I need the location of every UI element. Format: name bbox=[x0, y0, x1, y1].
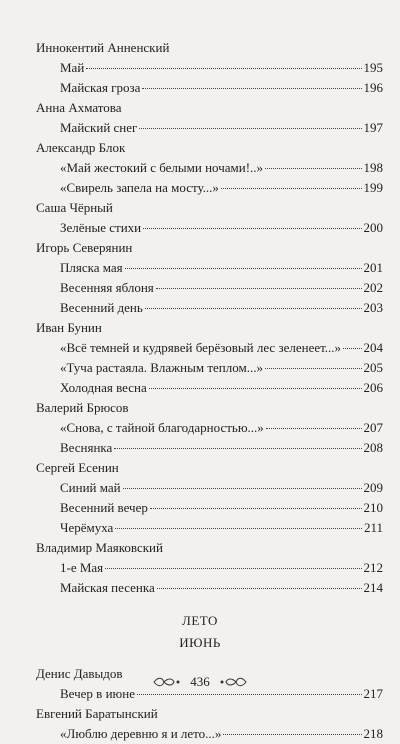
toc-entry[interactable] bbox=[0, 338, 400, 358]
section-heading: ЛЕТО bbox=[182, 613, 218, 628]
toc-entry[interactable] bbox=[0, 58, 400, 78]
dot-leader bbox=[266, 428, 362, 429]
toc-entry[interactable] bbox=[0, 478, 400, 498]
author-name: Валерий Брюсов bbox=[36, 400, 129, 415]
entry-title: Пляска мая bbox=[60, 260, 123, 275]
toc-entry[interactable] bbox=[0, 278, 400, 298]
entry-page-number: 214 bbox=[363, 580, 383, 595]
dot-leader bbox=[137, 694, 362, 695]
entry-title: «Всё темней и кудрявей берёзовый лес зеленеет...» bbox=[60, 340, 342, 355]
entry-title: «Туча растаяла. Влажным теплом...» bbox=[60, 360, 263, 375]
dot-leader bbox=[157, 588, 362, 589]
entry-title: Весенняя яблоня bbox=[60, 280, 154, 295]
entry-title: Майская гроза bbox=[60, 80, 141, 95]
toc-entry[interactable] bbox=[0, 78, 400, 98]
ornament-right-icon bbox=[218, 676, 248, 688]
toc-entry[interactable] bbox=[0, 578, 400, 598]
toc-entry[interactable] bbox=[0, 298, 400, 318]
entry-page-number: 211 bbox=[363, 520, 383, 535]
entry-page-number: 202 bbox=[363, 280, 383, 295]
author-name: Саша Чёрный bbox=[36, 200, 113, 215]
entry-title: Вечер в июне bbox=[60, 686, 135, 701]
toc-entry[interactable] bbox=[0, 218, 400, 238]
entry-page-number: 209 bbox=[363, 480, 383, 495]
ornament-left-icon bbox=[152, 676, 182, 688]
entry-page-number: 196 bbox=[363, 80, 383, 95]
author-name: Владимир Маяковский bbox=[36, 540, 163, 555]
entry-page-number: 217 bbox=[363, 686, 383, 701]
author-name: Игорь Северянин bbox=[36, 240, 133, 255]
entry-page-number: 206 bbox=[363, 380, 383, 395]
author-name: Денис Давыдов bbox=[36, 666, 123, 681]
page-number: 436 bbox=[190, 674, 210, 689]
author-name: Александр Блок bbox=[36, 140, 126, 155]
toc-entry[interactable] bbox=[0, 378, 400, 398]
dot-leader bbox=[139, 128, 361, 129]
entry-title: Зелёные стихи bbox=[60, 220, 142, 235]
dot-leader bbox=[150, 508, 362, 509]
dot-leader bbox=[143, 228, 361, 229]
entry-title: «Снова, с тайной благодарностью...» bbox=[60, 420, 264, 435]
entry-title: Майский снег bbox=[60, 120, 138, 135]
entry-title: «Май жестокий с белыми ночами!..» bbox=[60, 160, 264, 175]
entry-page-number: 200 bbox=[363, 220, 383, 235]
toc-entry[interactable] bbox=[0, 158, 400, 178]
entry-page-number: 201 bbox=[363, 260, 383, 275]
entry-page-number: 207 bbox=[363, 420, 383, 435]
author-name: Евгений Баратынский bbox=[36, 706, 158, 721]
entry-page-number: 212 bbox=[363, 560, 383, 575]
dot-leader bbox=[123, 488, 362, 489]
toc-entry[interactable] bbox=[0, 518, 400, 538]
toc-entry[interactable] bbox=[0, 558, 400, 578]
author-name: Иван Бунин bbox=[36, 320, 102, 335]
table-of-contents bbox=[0, 38, 400, 744]
toc-entry[interactable] bbox=[0, 724, 400, 744]
entry-page-number: 203 bbox=[363, 300, 383, 315]
entry-title: Май bbox=[60, 60, 85, 75]
entry-page-number: 208 bbox=[363, 440, 383, 455]
entry-page-number: 198 bbox=[363, 160, 383, 175]
page-footer bbox=[0, 672, 400, 692]
entry-page-number: 210 bbox=[363, 500, 383, 515]
toc-entry[interactable] bbox=[0, 358, 400, 378]
entry-title: Веснянка bbox=[60, 440, 113, 455]
entry-title: «Свирель запела на мосту...» bbox=[60, 180, 219, 195]
dot-leader bbox=[125, 268, 362, 269]
toc-entry[interactable] bbox=[0, 178, 400, 198]
author-name: Иннокентий Анненский bbox=[36, 40, 170, 55]
dot-leader bbox=[105, 568, 361, 569]
entry-page-number: 204 bbox=[363, 340, 383, 355]
toc-entry[interactable] bbox=[0, 498, 400, 518]
entry-title: Черёмуха bbox=[60, 520, 114, 535]
toc-entry[interactable] bbox=[0, 118, 400, 138]
author-name: Сергей Есенин bbox=[36, 460, 119, 475]
toc-entry[interactable] bbox=[0, 438, 400, 458]
entry-title: «Люблю деревню я и лето...» bbox=[60, 726, 222, 741]
entry-title: Весенний вечер bbox=[60, 500, 148, 515]
dot-leader bbox=[145, 308, 362, 309]
entry-title: Майская песенка bbox=[60, 580, 155, 595]
entry-title: Холодная весна bbox=[60, 380, 147, 395]
toc-entry[interactable] bbox=[0, 418, 400, 438]
dot-leader bbox=[265, 168, 361, 169]
dot-leader bbox=[115, 528, 362, 529]
dot-leader bbox=[221, 188, 362, 189]
entry-page-number: 197 bbox=[363, 120, 383, 135]
entry-title: 1-е Мая bbox=[60, 560, 104, 575]
dot-leader bbox=[265, 368, 362, 369]
entry-title: Синий май bbox=[60, 480, 121, 495]
entry-page-number: 205 bbox=[363, 360, 383, 375]
dot-leader bbox=[114, 448, 361, 449]
entry-page-number: 195 bbox=[363, 60, 383, 75]
dot-leader bbox=[156, 288, 362, 289]
toc-entry[interactable] bbox=[0, 258, 400, 278]
dot-leader bbox=[223, 734, 361, 735]
entry-page-number: 218 bbox=[363, 726, 383, 741]
dot-leader bbox=[142, 88, 361, 89]
section-subheading: ИЮНЬ bbox=[179, 635, 221, 650]
dot-leader bbox=[149, 388, 362, 389]
entry-page-number: 199 bbox=[363, 180, 383, 195]
entry-title: Весенний день bbox=[60, 300, 143, 315]
dot-leader bbox=[86, 68, 361, 69]
dot-leader bbox=[343, 348, 361, 349]
author-name: Анна Ахматова bbox=[36, 100, 122, 115]
